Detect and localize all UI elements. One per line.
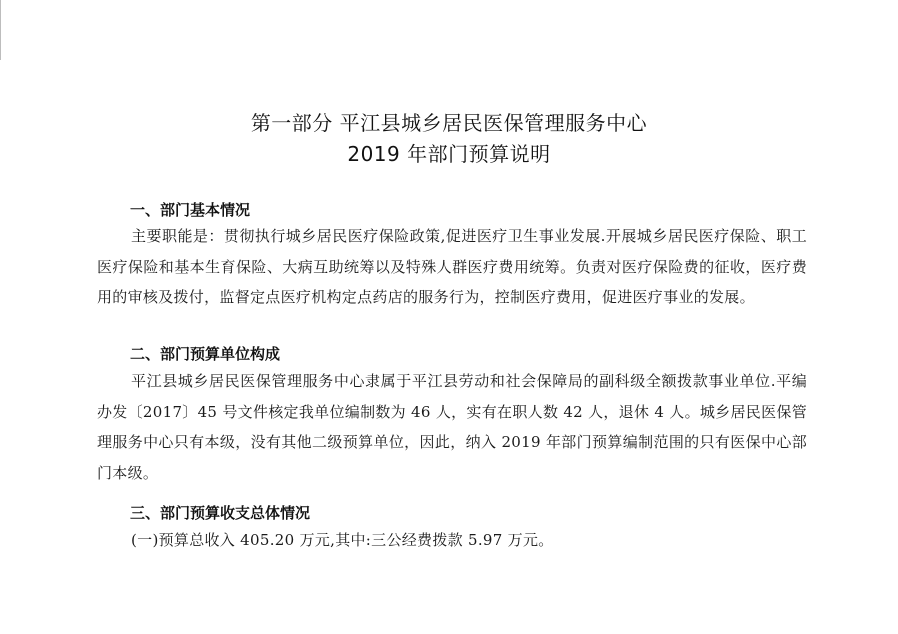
section-1-paragraph: 主要职能是：贯彻执行城乡居民医疗保险政策,促进医疗卫生事业发展.开展城乡居民医疗保险、职工医疗保险和基本生育保险、大病互助统筹以及特殊人群医疗费用统筹。负责对医疗保险费的征收，医疗费用的审核及拨付，监督定点医疗机构定点药店的服务行为，控制医疗费用，促进医疗事业的发展。	[97, 227, 807, 306]
section-3-body	[97, 525, 807, 556]
scan-edge-line	[0, 0, 1, 60]
section-1-body	[97, 221, 807, 313]
section-2-body	[97, 366, 807, 488]
section-1-heading: 一、部门基本情况	[130, 201, 251, 219]
section-2-paragraph: 平江县城乡居民医保管理服务中心隶属于平江县劳动和社会保障局的副科级全额拨款事业单位.平编办发〔2017〕45 号文件核定我单位编制数为 46 人，实有在职人数 42 人，退休 4 人。城乡居民医保管理服务中心只有本级，没有其他二级预算单位，因此，纳入 2019 年部门预算编制范围的只有医保中心部门本级。	[97, 372, 807, 482]
section-3-heading: 三、部门预算收支总体情况	[130, 504, 311, 522]
document-title-line-2: 2019 年部门预算说明	[347, 142, 551, 166]
document-title-line-1: 第一部分 平江县城乡居民医保管理服务中心	[250, 111, 648, 135]
section-2-heading: 二、部门预算单位构成	[130, 345, 281, 363]
section-3-paragraph: (一)预算总收入 405.20 万元,其中:三公经费拨款 5.97 万元。	[131, 531, 554, 549]
